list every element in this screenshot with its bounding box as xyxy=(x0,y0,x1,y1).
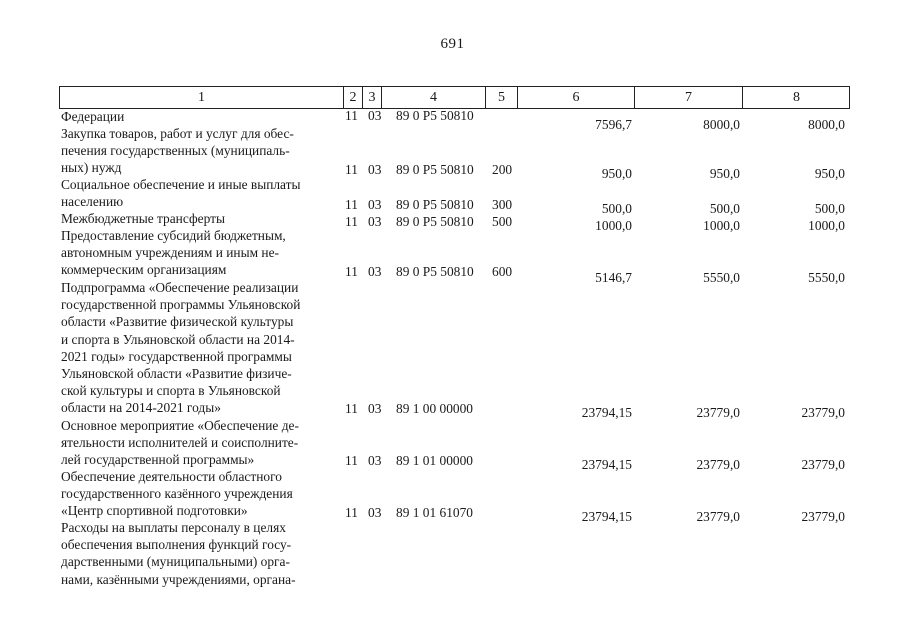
section-code: 11 xyxy=(345,197,358,212)
description-line: ской культуры и спорта в Ульяновской xyxy=(61,383,281,399)
description-line: Расходы на выплаты персоналу в целях xyxy=(61,520,286,535)
amount-col-8: 23779,0 xyxy=(801,457,845,472)
description-line: населению xyxy=(61,194,124,210)
description-line: Межбюджетные трансферты xyxy=(61,211,225,226)
description-line: коммерческим организациям xyxy=(61,262,227,278)
description-line: Социальное обеспечение и иные выплаты xyxy=(61,177,301,192)
header-col-1: 1 xyxy=(198,90,205,105)
expense-type-code: 200 xyxy=(492,162,513,177)
subsection-code: 03 xyxy=(368,505,382,520)
section-code: 11 xyxy=(345,214,358,229)
description-line: государственного казённого учреждения xyxy=(61,486,293,502)
subsection-code: 03 xyxy=(368,401,382,416)
description-line: Федерации xyxy=(61,109,125,124)
amount-col-7: 8000,0 xyxy=(703,117,740,132)
header-col-3: 3 xyxy=(362,87,381,108)
expense-type-code: 600 xyxy=(492,264,513,279)
row-description xyxy=(61,108,337,125)
row-description xyxy=(61,417,337,469)
amount-col-7: 500,0 xyxy=(709,201,740,216)
amount-col-6: 5146,7 xyxy=(595,270,632,285)
target-article-code: 89 0 P5 50810 xyxy=(396,197,474,212)
subsection-code: 03 xyxy=(368,197,382,212)
description-line: обеспечения выполнения функций госу- xyxy=(61,537,292,553)
description-line: Закупка товаров, работ и услуг для обес- xyxy=(61,126,294,141)
amount-col-6: 23794,15 xyxy=(581,457,632,472)
amount-col-7: 1000,0 xyxy=(703,218,740,233)
description-line: области «Развитие физической культуры xyxy=(61,314,294,330)
header-col-8: 8 xyxy=(742,87,850,108)
target-article-code: 89 0 P5 50810 xyxy=(396,162,474,177)
description-line: государственной программы Ульяновской xyxy=(61,297,301,313)
amount-col-8: 950,0 xyxy=(814,166,845,181)
amount-col-7: 5550,0 xyxy=(703,270,740,285)
header-col-5: 5 xyxy=(485,87,517,108)
amount-col-6: 23794,15 xyxy=(581,509,632,524)
page-number: 691 xyxy=(440,36,465,52)
target-article-code: 89 1 00 00000 xyxy=(396,401,473,416)
description-line: Ульяновской области «Развитие физиче- xyxy=(61,366,292,382)
subsection-code: 03 xyxy=(368,214,382,229)
amount-col-6: 950,0 xyxy=(601,166,632,181)
row-description xyxy=(61,227,337,279)
row-description xyxy=(61,279,337,417)
description-line: Основное мероприятие «Обеспечение де- xyxy=(61,418,299,433)
subsection-code: 03 xyxy=(368,108,382,123)
target-article-code: 89 1 01 61070 xyxy=(396,505,473,520)
amount-col-6: 500,0 xyxy=(601,201,632,216)
row-description xyxy=(61,519,337,588)
expense-type-code: 300 xyxy=(492,197,513,212)
description-line: дарственными (муниципальными) орга- xyxy=(61,554,290,570)
description-line: ных) нужд xyxy=(61,160,122,176)
target-article-code: 89 0 P5 50810 xyxy=(396,108,474,123)
header-col-6: 6 xyxy=(517,87,634,108)
section-code: 11 xyxy=(345,108,358,123)
header-col-2: 2 xyxy=(343,87,362,108)
amount-col-7: 23779,0 xyxy=(696,405,740,420)
header-col-4: 4 xyxy=(381,87,485,108)
description-line: Предоставление субсидий бюджетным, xyxy=(61,228,286,243)
amount-col-8: 23779,0 xyxy=(801,509,845,524)
subsection-code: 03 xyxy=(368,162,382,177)
description-line: «Центр спортивной подготовки» xyxy=(61,503,248,519)
table-header xyxy=(59,86,850,109)
target-article-code: 89 0 P5 50810 xyxy=(396,264,474,279)
description-line: лей государственной программы» xyxy=(61,452,255,468)
subsection-code: 03 xyxy=(368,264,382,279)
section-code: 11 xyxy=(345,264,358,279)
expense-type-code: 500 xyxy=(492,214,513,229)
amount-col-6: 7596,7 xyxy=(595,117,632,132)
amount-col-7: 23779,0 xyxy=(696,457,740,472)
row-description xyxy=(61,125,337,177)
subsection-code: 03 xyxy=(368,453,382,468)
amount-col-6: 23794,15 xyxy=(581,405,632,420)
description-line: печения государственных (муниципаль- xyxy=(61,143,290,159)
section-code: 11 xyxy=(345,453,358,468)
amount-col-8: 5550,0 xyxy=(808,270,845,285)
section-code: 11 xyxy=(345,162,358,177)
amount-col-7: 950,0 xyxy=(709,166,740,181)
description-line: Обеспечение деятельности областного xyxy=(61,469,282,484)
description-line: и спорта в Ульяновской области на 2014- xyxy=(61,331,295,347)
amount-col-6: 1000,0 xyxy=(595,218,632,233)
description-line: нами, казёнными учреждениями, органа- xyxy=(61,571,296,587)
row-description xyxy=(61,176,337,210)
amount-col-7: 23779,0 xyxy=(696,509,740,524)
amount-col-8: 1000,0 xyxy=(808,218,845,233)
description-line: автономным учреждениям и иным не- xyxy=(61,245,279,261)
target-article-code: 89 1 01 00000 xyxy=(396,453,473,468)
description-line: Подпрограмма «Обеспечение реализации xyxy=(61,280,299,295)
row-description xyxy=(61,210,337,227)
description-line: 2021 годы» государственной программы xyxy=(61,348,292,364)
description-line: области на 2014-2021 годы» xyxy=(61,400,221,416)
description-line: ятельности исполнителей и соисполните- xyxy=(61,435,299,451)
section-code: 11 xyxy=(345,401,358,416)
header-col-7: 7 xyxy=(634,87,742,108)
amount-col-8: 8000,0 xyxy=(808,117,845,132)
target-article-code: 89 0 P5 50810 xyxy=(396,214,474,229)
amount-col-8: 23779,0 xyxy=(801,405,845,420)
row-description xyxy=(61,468,337,520)
amount-col-8: 500,0 xyxy=(814,201,845,216)
section-code: 11 xyxy=(345,505,358,520)
